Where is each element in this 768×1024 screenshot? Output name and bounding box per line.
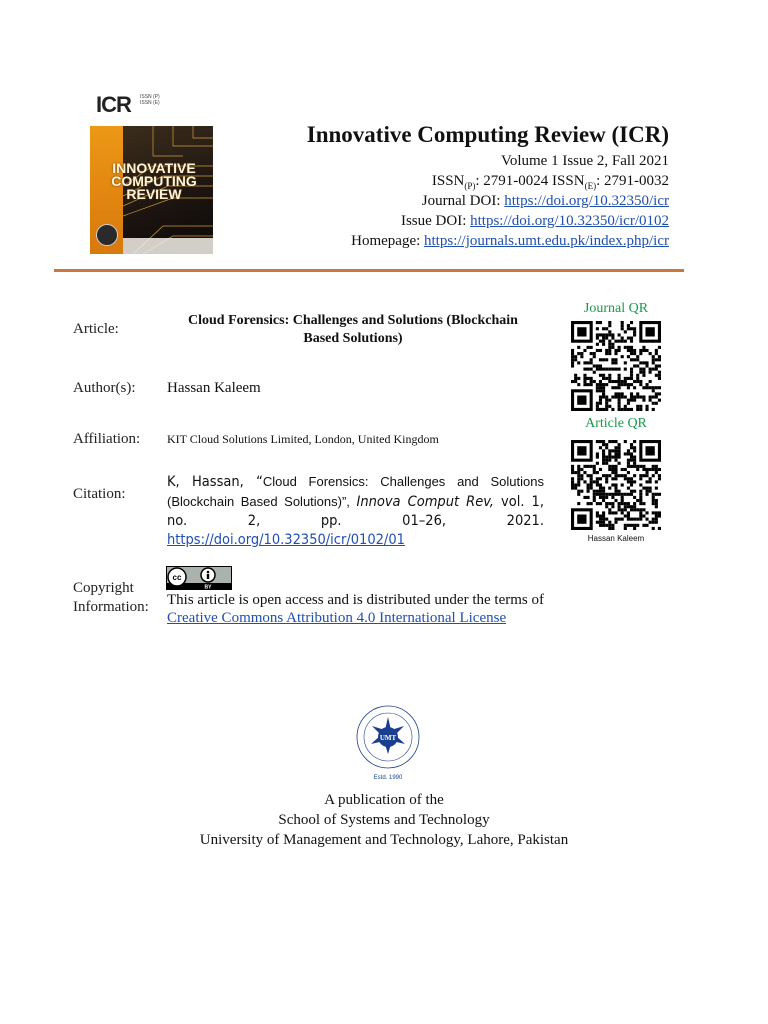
affiliation-label: Affiliation: [73, 431, 141, 447]
cover-title-line: REVIEW [126, 186, 182, 202]
journal-volume: Volume 1 Issue 2, Fall 2021 [500, 153, 669, 169]
journal-doi-line [422, 193, 669, 210]
article-qr-label: Article QR [585, 416, 647, 431]
logo-text: UMT [379, 734, 397, 742]
publisher-line: A publication of the [324, 792, 444, 808]
cover-bottom-band [123, 238, 213, 254]
article-qr-code[interactable] [571, 440, 661, 530]
license-text: This article is open access and is distributed under the terms of [167, 592, 544, 608]
homepage-line [351, 233, 669, 250]
citation-title: Cloud Forensics: Challenges and Solutions (Blockchain Based Solutions)”, [167, 474, 544, 509]
issn-p-label: ISSN [431, 173, 465, 189]
issn-p-sub: (P) [464, 181, 476, 191]
cover-title-line: COMPUTING [111, 173, 197, 189]
cover-abbreviation: ICR [96, 92, 131, 117]
by-icon-text: BY [204, 584, 212, 590]
cc-icon-text: cc [172, 573, 182, 582]
copyright-label-line: Copyright [73, 580, 134, 596]
authors-label: Author(s): [73, 380, 136, 396]
author-name: Hassan Kaleem [167, 380, 261, 396]
qr-caption: Hassan Kaleem [587, 534, 645, 543]
cover-seal-icon [96, 224, 118, 246]
citation-label: Citation: [73, 486, 126, 502]
issn-e-sub: (E) [584, 181, 597, 191]
journal-doi-label: Journal DOI: [421, 193, 505, 209]
umt-logo [352, 704, 424, 782]
homepage-label: Homepage: [351, 233, 425, 249]
article-title-line: Based Solutions) [303, 331, 403, 346]
journal-issn [432, 173, 669, 191]
journal-qr-label: Journal QR [583, 301, 649, 316]
copyright-label-line: Information: [73, 599, 149, 615]
header-divider [54, 269, 684, 272]
citation-author: K, Hassan, “ [167, 474, 263, 490]
affiliation-value: KIT Cloud Solutions Limited, London, United Kingdom [167, 432, 439, 446]
issn-p-value: : 2791-0024 ISSN [475, 173, 585, 189]
journal-title: Innovative Computing Review (ICR) [306, 122, 669, 147]
homepage-link[interactable]: https://journals.umt.edu.pk/index.php/icr [424, 233, 669, 249]
issue-doi-link[interactable]: https://doi.org/10.32350/icr/0102 [470, 213, 669, 229]
article-title-line: Cloud Forensics: Challenges and Solutions (Blockchain [188, 313, 518, 328]
publisher-line: University of Management and Technology, Lahore, Pakistan [199, 832, 569, 848]
citation-journal: Innova Comput Rev, [356, 494, 494, 510]
publisher-line: School of Systems and Technology [278, 812, 490, 828]
logo-estd: Estd. 1990 [373, 775, 403, 781]
journal-qr-code[interactable] [571, 321, 661, 411]
citation-details: vol. 1, no. 2, pp. 01–26, 2021. [167, 494, 544, 529]
journal-doi-link[interactable]: https://doi.org/10.32350/icr [504, 193, 669, 209]
issue-doi-label: Issue DOI: [400, 213, 471, 229]
cover-issn-text: ISSN (P) ISSN (E) [140, 94, 160, 106]
cover-title-line: INNOVATIVE [112, 160, 196, 176]
license-link[interactable]: Creative Commons Attribution 4.0 International License [167, 610, 507, 626]
issue-doi-line [401, 213, 669, 230]
issn-e-value: : 2791-0032 [596, 173, 669, 189]
citation-text [167, 472, 544, 550]
article-title [167, 312, 539, 348]
license-statement [167, 591, 547, 627]
cover-title [94, 162, 213, 201]
article-label: Article: [73, 321, 119, 337]
journal-cover-image [90, 88, 213, 254]
cc-by-license-icon[interactable] [166, 566, 232, 590]
citation-doi-link[interactable]: https://doi.org/10.32350/icr/0102/01 [167, 532, 405, 548]
copyright-label [73, 579, 149, 617]
